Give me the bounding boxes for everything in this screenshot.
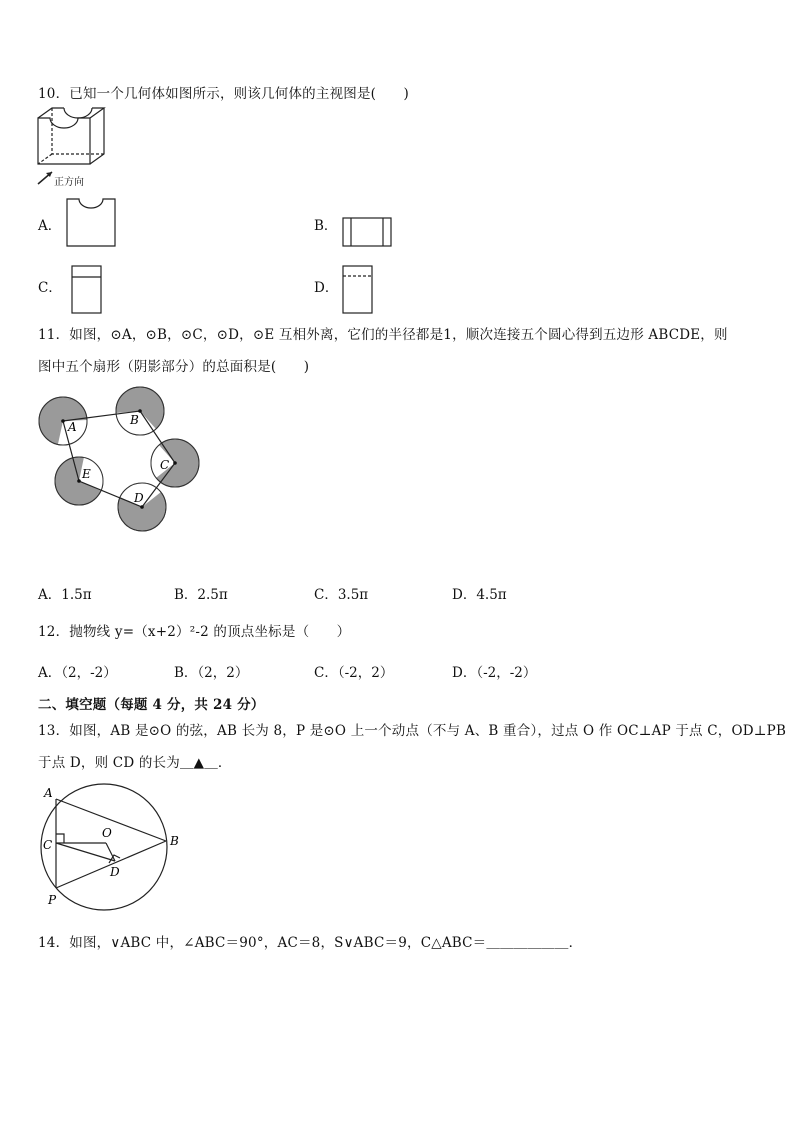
- section-heading: 二、填空题（每题 4 分，共 24 分）: [38, 697, 265, 713]
- q10-option-b-figure: [342, 217, 394, 249]
- q12-option-d[interactable]: D．（-2，-2）: [452, 665, 537, 681]
- q11-stem-line2: 图中五个扇形（阴影部分）的总面积是( ): [38, 359, 310, 375]
- q12-option-a[interactable]: A．（2，-2）: [38, 665, 117, 681]
- q11-option-c[interactable]: C．3.5π: [314, 587, 369, 603]
- label-p: P: [48, 893, 57, 907]
- q10-option-d[interactable]: D．: [314, 280, 339, 296]
- label-b: B: [130, 413, 139, 427]
- q12-option-b[interactable]: B．（2，2）: [174, 665, 249, 681]
- q14-stem: 14．如图，∨ABC 中，∠ABC＝90°，AC＝8，S∨ABC＝9，C△ABC＝＿＿＿＿＿＿．: [38, 935, 583, 951]
- q10-option-c-figure: [70, 265, 104, 315]
- q10-direction-label: 正方向: [54, 177, 84, 188]
- label-a: A: [44, 786, 53, 800]
- q11-stem-line1: 11．如图，⊙A，⊙B，⊙C，⊙D，⊙E 互相外离，它们的半径都是1，顺次连接五个圆心得到五边形 ABCDE，则: [38, 327, 728, 343]
- q10-option-c[interactable]: C．: [38, 280, 62, 296]
- q12-stem: 12．抛物线 y=（x+2）²-2 的顶点坐标是（ ）: [38, 624, 351, 640]
- label-d: D: [110, 865, 120, 879]
- q10-option-a-figure: [66, 198, 118, 248]
- label-d: D: [134, 491, 144, 505]
- q10-option-b[interactable]: B．: [314, 218, 338, 234]
- q10-stem: 10．已知一个几何体如图所示，则该几何体的主视图是( ): [38, 86, 410, 102]
- q13-stem-line2: 于点 D，则 CD 的长为＿▲＿．: [38, 755, 232, 771]
- label-b: B: [170, 834, 179, 848]
- q13-stem-line1: 13．如图，AB 是⊙O 的弦，AB 长为 8，P 是⊙O 上一个动点（不与 A、B 重合），过点 O 作 OC⊥AP 于点 C，OD⊥PB: [38, 723, 787, 739]
- q11-option-b[interactable]: B．2.5π: [174, 587, 228, 603]
- label-o: O: [102, 826, 112, 840]
- q11-five-circles-figure: [30, 380, 210, 540]
- q12-option-c[interactable]: C．（-2，2）: [314, 665, 394, 681]
- q13-circle-figure: [36, 784, 186, 914]
- q10-option-d-figure: [341, 265, 375, 315]
- label-a: A: [68, 420, 77, 434]
- label-c: C: [160, 458, 170, 472]
- q11-option-d[interactable]: D．4.5π: [452, 587, 507, 603]
- q11-option-a[interactable]: A．1.5π: [38, 587, 92, 603]
- q10-option-a[interactable]: A．: [38, 218, 62, 234]
- label-c: C: [43, 838, 53, 852]
- label-e: E: [82, 467, 91, 481]
